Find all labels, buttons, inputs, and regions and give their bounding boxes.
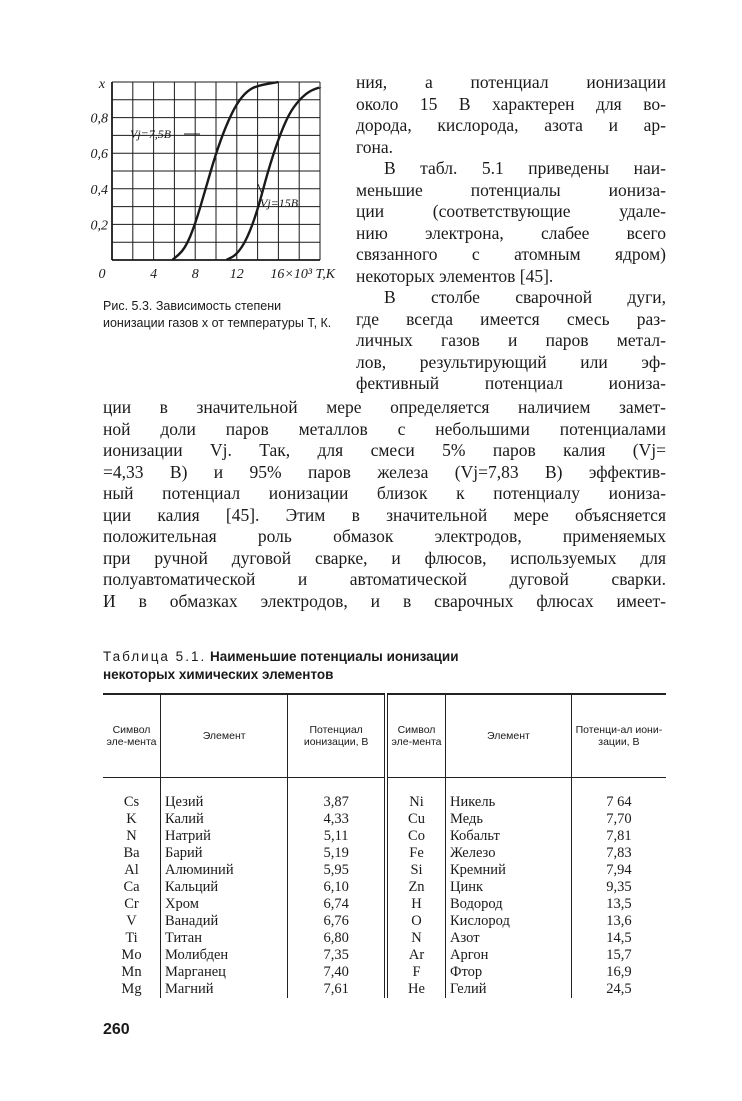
cell-potential: 4,33 [288,811,386,828]
page-number: 260 [103,1021,130,1038]
cell-potential: 3,87 [288,778,386,812]
table-row [103,845,666,862]
text-line: связанного с атомным ядром) [356,244,666,264]
cell-element: Кремний [446,862,572,879]
cell-element: Азот [446,930,572,947]
cell-symbol: Ni [386,778,446,812]
figure-caption: Рис. 5.3. Зависимость степени ионизации газов x от температуры T, К. [103,299,332,330]
cell-potential: 6,76 [288,913,386,930]
cell-potential: 6,10 [288,879,386,896]
x-tick-label: 12 [229,267,244,282]
series-line-2 [226,87,320,260]
cell-symbol: Si [386,862,446,879]
cell-element: Алюминий [161,862,288,879]
table-row [103,778,666,812]
table-title-lead: Таблица 5.1. [103,649,207,664]
cell-potential: 7,94 [571,862,666,879]
cell-symbol: Cu [386,811,446,828]
cell-symbol: Ca [123,879,140,895]
cell-potential: 5,95 [288,862,386,879]
cell-potential: 14,5 [571,930,666,947]
table-title-line1: Наименьшие потенциалы ионизации [209,649,459,664]
text-line: ный потенциал ионизации близок к потенциалу иониза- [103,483,666,503]
ionization-table [103,693,666,998]
ionization-chart [80,72,340,292]
table-row [103,930,666,947]
cell-potential: 5,19 [288,845,386,862]
text-line: положительная роль обмазок электродов, применяемых [103,526,666,546]
text-line: И в обмазках электродов, и в сварочных флюсах имеет- [103,590,666,611]
cell-potential: 13,6 [571,913,666,930]
cell-symbol: Ar [386,947,446,964]
y-tick-label: 0,2 [90,218,108,234]
text-line: ции в значительной мере определяется наличием замет- [103,397,666,417]
cell-symbol: He [386,981,446,998]
cell-element: Аргон [446,947,572,964]
text-line: личных газов и паров метал- [356,330,666,350]
table-row [103,896,666,913]
text-line: полуавтоматической и автоматической дуговой сварки. [103,569,666,589]
cell-symbol: Cs [123,794,140,810]
x-tick-label: 8 [191,267,199,282]
text-line: В табл. 5.1 приведены наи- [384,158,666,178]
cell-element: Молибден [161,947,288,964]
cell-symbol: Fe [386,845,446,862]
cell-element: Кальций [161,879,288,896]
header-symbol: Символ эле-мента [103,694,161,778]
x-tick-label: 0 [98,267,106,282]
text-line: около 15 В характерен для во- [356,93,666,114]
table-row [103,811,666,828]
cell-element: Барий [161,845,288,862]
table-row [103,828,666,845]
cell-potential: 6,74 [288,896,386,913]
text-line: ионизации Vj. Так, для смеси 5% паров калия (Vj= [103,440,666,460]
text-line: =4,33 В) и 95% паров железа (Vj=7,83 В) эффектив- [103,461,666,482]
cell-symbol: Al [124,862,139,878]
cell-symbol: Ti [125,930,138,946]
cell-potential: 15,7 [571,947,666,964]
text-line: лов, результирующий или эф- [356,351,666,372]
cell-symbol: Mg [121,981,142,997]
table-title-line2: некоторых химических элементов [103,667,334,682]
header-symbol-2: Символ эле-мента [386,694,446,778]
cell-element: Магний [161,981,288,998]
cell-element: Натрий [161,828,288,845]
cell-element: Цезий [161,778,288,812]
cell-element: Никель [446,778,572,812]
cell-symbol: O [386,913,446,930]
text-line: меньшие потенциалы иониза- [356,179,666,200]
text-line: дорода, кислорода, азота и ар- [356,115,666,135]
header-element-2: Элемент [446,694,572,778]
cell-symbol: N [386,930,446,947]
cell-symbol: Co [386,828,446,845]
cell-potential: 24,5 [571,981,666,998]
table-row [103,862,666,879]
text-line: ции (соответствующие удале- [356,201,666,221]
cell-element: Калий [161,811,288,828]
cell-symbol: Mn [121,964,142,980]
cell-potential: 16,9 [571,964,666,981]
cell-element: Хром [161,896,288,913]
cell-potential: 5,11 [288,828,386,845]
cell-potential: 9,35 [571,879,666,896]
y-tick-label: 0,8 [90,111,108,127]
cell-symbol: Zn [386,879,446,896]
text-line: при ручной дуговой сварке, и флюсов, используемых для [103,547,666,568]
cell-element: Титан [161,930,288,947]
text-line: где всегда имеется смесь раз- [356,308,666,329]
x-tick-label: 16×10³ T,K [270,267,336,282]
table-row [103,947,666,964]
table-row [103,913,666,930]
cell-element: Железо [446,845,572,862]
cell-element: Кислород [446,913,572,930]
full-width-text [103,397,666,612]
right-column-text [356,72,666,395]
y-tick-labels [91,112,109,234]
cell-element: Водород [446,896,572,913]
chart-grid [112,82,320,260]
cell-potential: 7,35 [288,947,386,964]
cell-symbol: K [126,811,137,827]
cell-element: Марганец [161,964,288,981]
figure-ionization [80,72,340,362]
curve-label-2: Vj=15В [260,196,299,210]
text-line: гона. [356,136,393,157]
header-element: Элемент [161,694,288,778]
cell-symbol: F [386,964,446,981]
x-tick-label: 4 [150,267,158,282]
curve-label-1: Vj=7,5В [130,127,172,141]
cell-potential: 13,5 [571,896,666,913]
cell-symbol: Cr [124,896,139,912]
text-line: некоторых элементов [45]. [356,265,554,286]
cell-potential: 7,40 [288,964,386,981]
cell-potential: 7,61 [288,981,386,998]
table-row [103,981,666,998]
table-title [103,648,666,684]
cell-element: Кобальт [446,828,572,845]
cell-element: Медь [446,811,572,828]
header-potential-2: Потенци-ал иони-зации, В [571,694,666,778]
y-axis-label: x [98,77,106,92]
cell-element: Гелий [446,981,572,998]
cell-potential: 7,70 [571,811,666,828]
y-tick-label: 0,4 [90,182,108,198]
cell-potential: 7,83 [571,845,666,862]
table-header-row [103,694,666,778]
cell-potential: 7 64 [571,778,666,812]
x-tick-labels [99,267,336,282]
cell-potential: 6,80 [288,930,386,947]
text-line: нию электрона, слабее всего [356,222,666,243]
text-line: фективный потенциал иониза- [356,373,666,393]
header-potential: Потенциал ионизации, В [288,694,386,778]
cell-symbol: V [126,913,137,929]
cell-element: Фтор [446,964,572,981]
cell-symbol: N [126,828,137,844]
cell-symbol: Mo [121,947,142,963]
cell-symbol: H [386,896,446,913]
text-line: ции калия [45]. Этим в значительной мере объясняется [103,504,666,525]
text-line: В столбе сварочной дуги, [384,287,666,307]
y-tick-label: 0,6 [90,147,108,163]
cell-symbol: Ba [123,845,140,861]
cell-potential: 7,81 [571,828,666,845]
text-line: ния, а потенциал ионизации [356,72,666,92]
table-row [103,964,666,981]
cell-element: Цинк [446,879,572,896]
text-line: ной доли паров металлов с небольшими потенциалами [103,418,666,439]
table-row [103,879,666,896]
cell-element: Ванадий [161,913,288,930]
